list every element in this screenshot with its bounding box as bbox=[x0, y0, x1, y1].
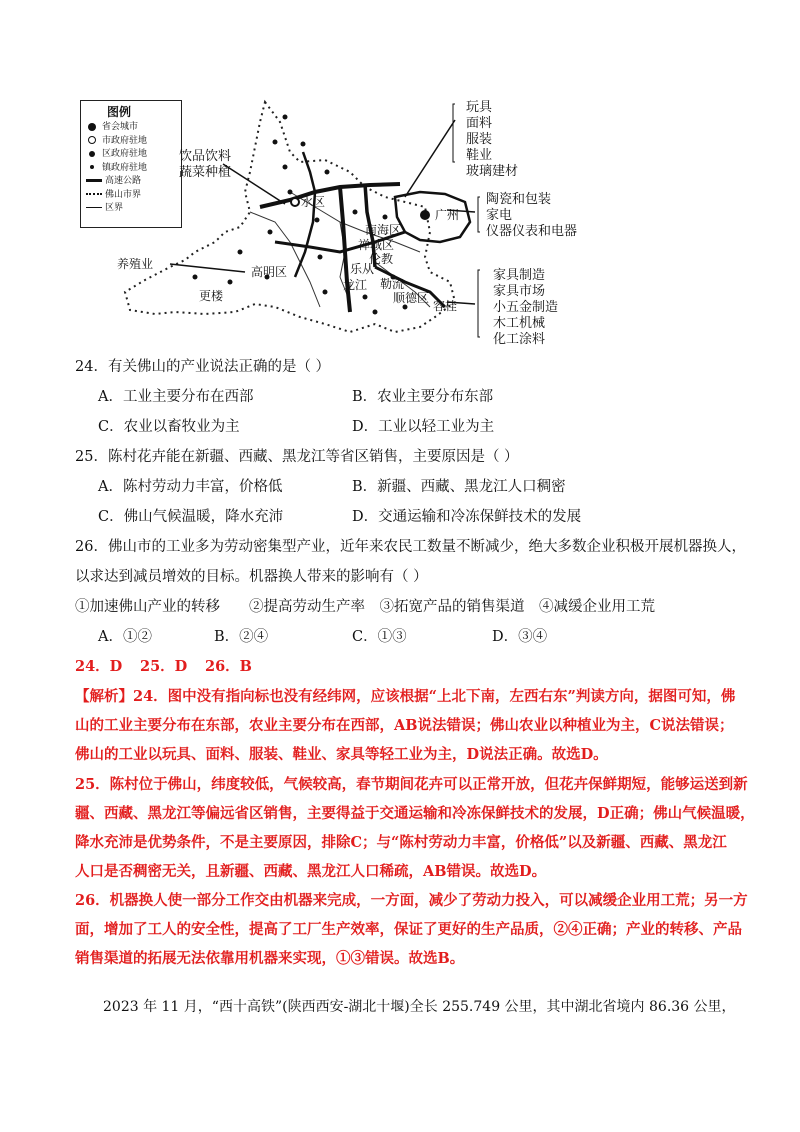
label-longjiang: 龙江 bbox=[343, 278, 368, 292]
legend-item: 区政府驻地 bbox=[86, 148, 147, 162]
q26-option-d: D．③④ bbox=[492, 629, 548, 645]
label-gaoming: 高明区 bbox=[251, 265, 288, 279]
label-leliu: 勒流 bbox=[380, 277, 405, 291]
label-appliance: 家电 bbox=[486, 208, 513, 223]
explanation-24-line2: 山的工业主要分布在东部，农业主要分布在西部，AB说法错误；佛山农业以种植业为主，C说法错误； bbox=[75, 717, 734, 734]
label-fabric: 面料 bbox=[466, 116, 493, 131]
legend-item: 市政府驻地 bbox=[86, 135, 147, 149]
label-lunjiao: 伦教 bbox=[369, 252, 394, 266]
explanation-tag: 【解析】 bbox=[75, 688, 133, 705]
explanation-26-line1: 26．机器换人使一部分工作交由机器来完成，一方面，减少了劳动力投入，可以减缓企业用工荒；另一方 bbox=[75, 892, 748, 909]
explanation-26-line3: 销售渠道的拓展无法依靠用机器来实现，①③错误。故选B。 bbox=[75, 950, 465, 967]
label-chancheng: 禅城区 bbox=[358, 238, 395, 252]
label-shunde: 顺德区 bbox=[393, 291, 430, 305]
label-woodwork: 木工机械 bbox=[493, 316, 546, 331]
explanation-25-line2: 疆、西藏、黑龙江等偏远省区销售，主要得益于交通运输和冷冻保鲜技术的发展，D正确；佛山气候温暖， bbox=[75, 805, 755, 822]
answer-24: 24．D bbox=[75, 658, 123, 675]
label-breeding: 养殖业 bbox=[117, 257, 154, 271]
legend-item: 区界 bbox=[86, 202, 147, 216]
label-ronggui: 容桂 bbox=[433, 299, 458, 313]
q24-option-b: B．农业主要分布东部 bbox=[352, 389, 494, 405]
label-gengluo: 更楼 bbox=[199, 289, 224, 303]
label-veg: 蔬菜种植 bbox=[179, 165, 232, 180]
label-lecong: 乐从 bbox=[350, 262, 375, 276]
explanation-25-line3: 降水充沛是优势条件，不是主要原因，排除C；与“陈村劳动力丰富，价格低”以及新疆、西藏、黑龙江 bbox=[75, 834, 727, 851]
legend-item: 佛山市界 bbox=[86, 189, 147, 203]
q25-option-d: D．交通运输和冷冻保鲜技术的发展 bbox=[352, 509, 582, 525]
city-gov-dot bbox=[291, 198, 299, 206]
q25-option-b: B．新疆、西藏、黑龙江人口稠密 bbox=[352, 479, 566, 495]
label-nanhai: 南海区 bbox=[365, 223, 402, 237]
legend-title: 图例 bbox=[107, 105, 132, 119]
explanation-25-line4: 人口是否稠密无关，且新疆、西藏、黑龙江人口稀疏，AB错误。故选D。 bbox=[75, 863, 547, 880]
label-glass: 玻璃建材 bbox=[466, 164, 519, 179]
q25-stem: 25．陈村花卉能在新疆、西藏、黑龙江等省区销售，主要原因是（ ） bbox=[75, 449, 519, 465]
explanation-24-line3: 佛山的工业以玩具、面料、服装、鞋业、家具等轻工业为主，D说法正确。故选D。 bbox=[75, 746, 608, 763]
label-drink: 饮品饮料 bbox=[179, 149, 232, 164]
capital-city-dot bbox=[420, 210, 430, 220]
q25-option-c: C．佛山气候温暖，降水充沛 bbox=[98, 509, 284, 525]
q26-option-b: B．②④ bbox=[214, 629, 269, 645]
label-ceramic: 陶瓷和包装 bbox=[486, 192, 552, 207]
q24-option-a: A．工业主要分布在西部 bbox=[98, 389, 254, 405]
q24-option-d: D．工业以轻工业为主 bbox=[352, 419, 495, 435]
label-furniture-mfg: 家具制造 bbox=[493, 268, 546, 283]
legend-item: 镇政府驻地 bbox=[86, 162, 147, 176]
label-furniture-mkt: 家具市场 bbox=[493, 284, 546, 299]
capital-city-icon bbox=[88, 123, 96, 131]
label-sanshui: 水区 bbox=[301, 195, 326, 209]
label-instrument: 仪器仪表和电器 bbox=[486, 224, 578, 239]
explanation-24-line1: 【解析】24．图中没有指向标也没有经纬网，应该根据“上北下南，左西右东”判读方向，据图可知，佛 bbox=[75, 688, 736, 705]
q26-options-line: ①加速佛山产业的转移 ②提高劳动生产率 ③拓宽产品的销售渠道 ④减缓企业用工荒 bbox=[75, 599, 655, 615]
q26-stem-line1: 26．佛山市的工业多为劳动密集型产业，近年来农民工数量不断减少，绝大多数企业积极开展机器换人， bbox=[75, 539, 746, 555]
town-dots bbox=[193, 115, 408, 315]
city-gov-icon bbox=[88, 136, 96, 144]
expressway bbox=[260, 184, 400, 207]
label-hardware: 小五金制造 bbox=[493, 300, 559, 315]
label-clothing: 服装 bbox=[466, 132, 493, 147]
label-shoes: 鞋业 bbox=[466, 148, 493, 163]
town-gov-icon bbox=[90, 165, 94, 169]
answer-26: 26．B bbox=[205, 658, 252, 675]
q26-option-c: C．①③ bbox=[352, 629, 407, 645]
city-boundary-line-icon bbox=[86, 193, 102, 195]
legend-item: 省会城市 bbox=[86, 121, 147, 135]
explanation-25-line1: 25．陈村位于佛山，纬度较低，气候较高，春节期间花卉可以正常开放，但花卉保鲜期短，能够运送到新 bbox=[75, 776, 748, 793]
q26-stem-line2: 以求达到减员增效的目标。机器换人带来的影响有（ ） bbox=[75, 569, 428, 585]
explanation-26-line2: 面，增加了工人的安全性，提高了工厂生产效率，保证了更好的生产品质，②④正确；产业的转移、产品 bbox=[75, 921, 742, 938]
district-boundary bbox=[250, 212, 320, 307]
answer-25: 25．D bbox=[140, 658, 188, 675]
q25-option-a: A．陈村劳动力丰富，价格低 bbox=[98, 479, 283, 495]
label-toys: 玩具 bbox=[466, 100, 493, 115]
foshan-industry-map bbox=[75, 92, 635, 347]
map-legend bbox=[80, 100, 182, 228]
q26-option-a: A．①② bbox=[98, 629, 152, 645]
expressway-line-icon bbox=[86, 179, 102, 182]
q24-stem: 24．有关佛山的产业说法正确的是（ ） bbox=[75, 359, 331, 375]
next-passage-line: 2023 年 11 月，“西十高铁”(陕西西安-湖北十堰)全长 255.749 公里，其中湖北省境内 86.36 公里， bbox=[103, 999, 736, 1015]
q24-option-c: C．农业以畜牧业为主 bbox=[98, 419, 240, 435]
legend-item: 高速公路 bbox=[86, 175, 147, 189]
legend-list bbox=[86, 121, 147, 216]
district-boundary-line-icon bbox=[86, 207, 102, 208]
district-gov-icon bbox=[89, 151, 95, 157]
label-guangzhou: 广州 bbox=[435, 208, 460, 222]
label-chemical: 化工涂料 bbox=[493, 332, 546, 347]
